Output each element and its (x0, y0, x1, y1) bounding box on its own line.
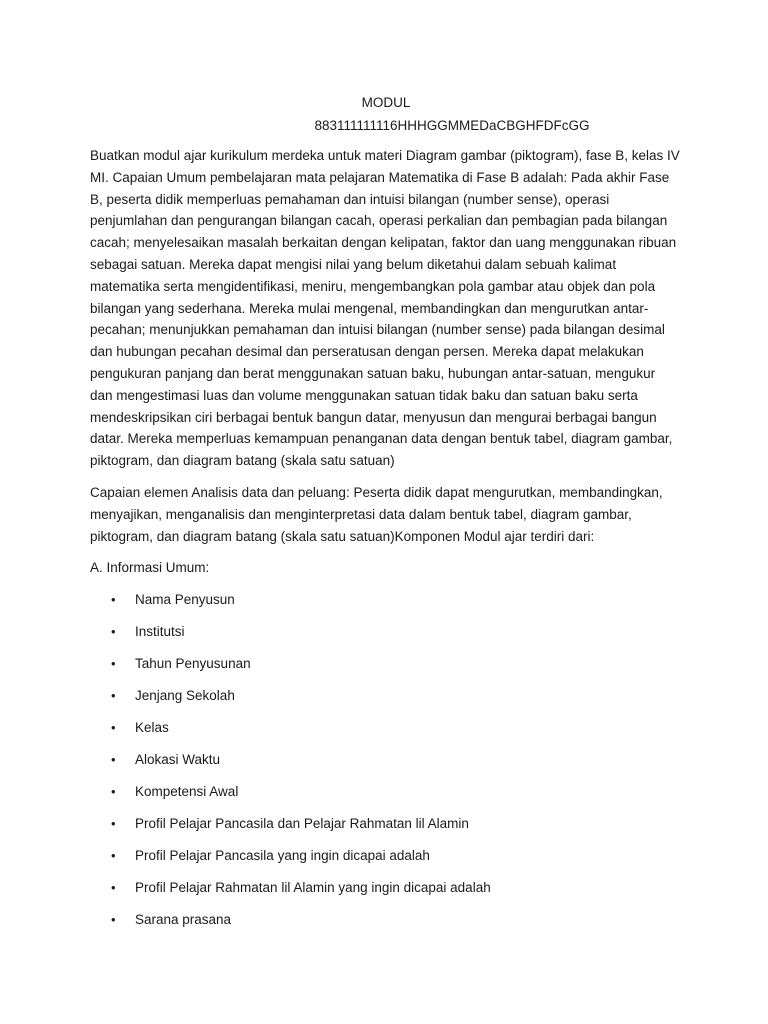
list-item (90, 749, 680, 781)
bullet-icon: • (111, 880, 116, 896)
title-line-2: 883111111116HHHGGMMEDaCBGHFDFcGG (314, 118, 590, 133)
bullet-icon: • (111, 688, 116, 704)
list-item (90, 781, 680, 813)
list-item-label: Alokasi Waktu (135, 752, 221, 768)
section-heading: A. Informasi Umum: (90, 560, 210, 576)
list-item-label: Kompetensi Awal (135, 784, 239, 800)
list-item-label: Kelas (135, 720, 169, 736)
bullet-icon: • (111, 624, 116, 640)
list-item (90, 589, 680, 621)
list-item (90, 653, 680, 685)
list-item (90, 685, 680, 717)
list-item-label: Tahun Penyusunan (135, 656, 251, 672)
list-item (90, 845, 680, 877)
paragraph-capaian-umum: Buatkan modul ajar kurikulum merdeka untuk materi Diagram gambar (piktogram), fase B, kelas IV MI. Capaian Umum pembelajaran mata pelajaran Matematika di Fase B adalah: Pada akhir Fase B, peserta didik memperluas pemahaman dan intuisi bilangan (number sense), operasi penjumlahan dan pengurangan bilangan cacah, operasi perkalian dan pembagian pada bilangan cacah; menyelesaikan masalah berkaitan dengan kelipatan, faktor dan uang menggunakan ribuan sebagai satuan. Mereka dapat mengisi nilai yang belum diketahui dalam sebuah kalimat matematika serta mengidentifikasi, meniru, mengembangkan pola gambar atau objek dan pola bilangan yang sederhana. Mereka mulai mengenal, membandingkan dan mengurutkan antar-pecahan; menunjukkan pemahaman dan intuisi bilangan (number sense) pada bilangan desimal dan hubungan pecahan desimal dan perseratusan dengan persen. Mereka dapat melakukan pengukuran panjang dan berat menggunakan satuan baku, hubungan antar-satuan, mengukur dan mengestimasi luas dan volume menggunakan satuan tidak baku dan satuan baku serta mendeskripsikan ciri berbagai bentuk bangun datar, menyusun dan mengurai berbagai bangun datar. Mereka memperluas kemampuan penanganan data dengan bentuk tabel, diagram gambar, piktogram, dan diagram batang (skala satu satuan) (90, 148, 680, 469)
document-title (0, 94, 768, 134)
bullet-icon: • (111, 784, 116, 800)
document-body (90, 145, 680, 941)
list-item-label: Institutsi (135, 624, 185, 640)
list-item-label: Profil Pelajar Pancasila yang ingin dicapai adalah (135, 848, 430, 864)
list-item (90, 813, 680, 845)
list-item-label: Profil Pelajar Pancasila dan Pelajar Rahmatan lil Alamin (135, 816, 469, 832)
bullet-icon: • (111, 592, 116, 608)
list-item-label: Profil Pelajar Rahmatan lil Alamin yang ingin dicapai adalah (135, 880, 491, 896)
list-item (90, 909, 680, 941)
list-item-label: Nama Penyusun (135, 592, 235, 608)
list-item (90, 717, 680, 749)
title-line-1: MODUL (361, 95, 411, 110)
bullet-icon: • (111, 656, 116, 672)
bullet-icon: • (111, 848, 116, 864)
bullet-icon: • (111, 912, 116, 928)
list-item (90, 621, 680, 653)
list-item (90, 877, 680, 909)
informasi-umum-list (90, 589, 680, 941)
bullet-icon: • (111, 816, 116, 832)
list-item-label: Sarana prasana (135, 912, 232, 928)
bullet-icon: • (111, 720, 116, 736)
list-item-label: Jenjang Sekolah (135, 688, 235, 704)
bullet-icon: • (111, 752, 116, 768)
paragraph-capaian-elemen: Capaian elemen Analisis data dan peluang: Peserta didik dapat mengurutkan, membandingkan, menyajikan, menganalisis dan menginterpretasi data dalam bentuk tabel, diagram gambar, piktogram, dan diagram batang (skala satu satuan)Komponen Modul ajar terdiri dari: (90, 484, 663, 544)
